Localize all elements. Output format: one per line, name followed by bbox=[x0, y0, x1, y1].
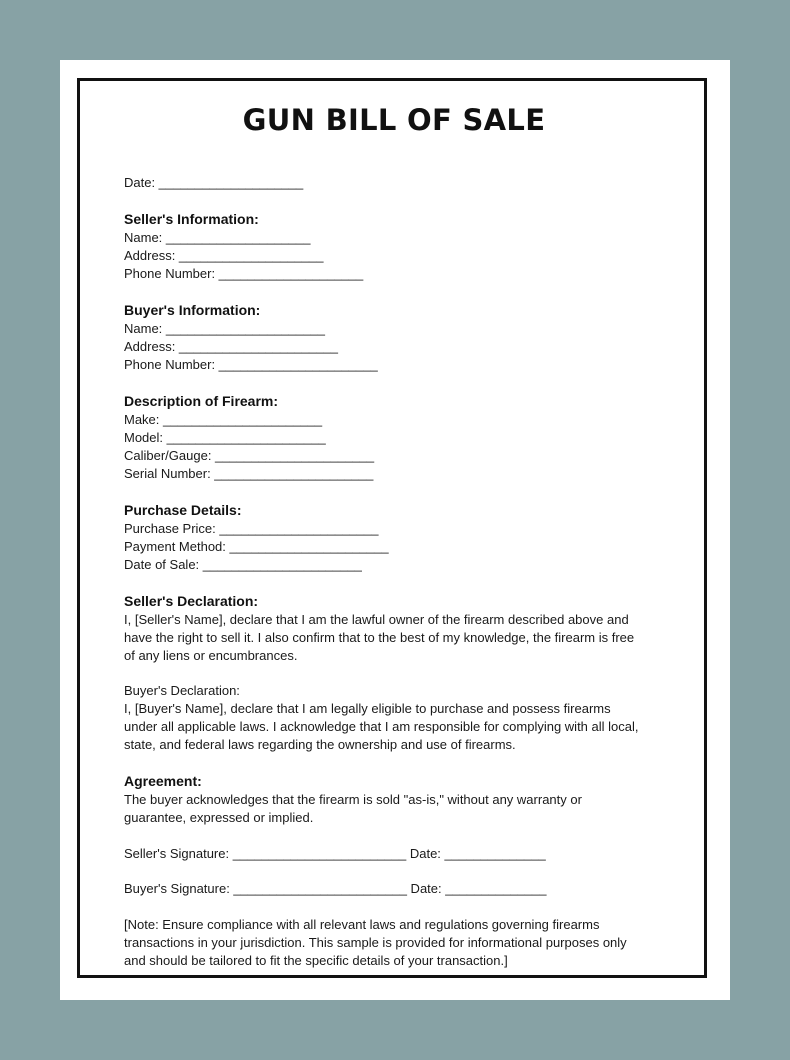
seller-info-heading: Seller's Information: bbox=[124, 211, 259, 227]
agreement-line: The buyer acknowledges that the firearm is sold "as-is," without any warranty or bbox=[124, 792, 582, 807]
agreement-line: guarantee, expressed or implied. bbox=[124, 810, 314, 825]
firearm-make-field: Make: ______________________ bbox=[124, 412, 323, 427]
firearm-serial-field: Serial Number: ______________________ bbox=[124, 466, 374, 481]
seller-signature-field: Seller's Signature: ________________________ Date: ______________ bbox=[124, 846, 546, 861]
date-field: Date: ____________________ bbox=[124, 175, 304, 190]
seller-name-field: Name: ____________________ bbox=[124, 230, 311, 245]
note-line: transactions in your jurisdiction. This sample is provided for informational purposes only bbox=[124, 935, 627, 950]
seller-declaration-line: have the right to sell it. I also confirm that to the best of my knowledge, the firearm is free bbox=[124, 630, 635, 645]
seller-declaration-line: of any liens or encumbrances. bbox=[124, 648, 298, 663]
document-title: GUN BILL OF SALE bbox=[242, 103, 546, 137]
buyer-declaration-line: under all applicable laws. I acknowledge that I am responsible for complying with all local, bbox=[124, 719, 639, 734]
date-of-sale-field: Date of Sale: ______________________ bbox=[124, 557, 362, 572]
firearm-heading: Description of Firearm: bbox=[124, 393, 279, 409]
seller-declaration-line: I, [Seller's Name], declare that I am the lawful owner of the firearm described above and bbox=[124, 612, 629, 627]
note-line: and should be tailored to fit the specific details of your transaction.] bbox=[124, 953, 508, 968]
buyer-declaration-line: state, and federal laws regarding the ownership and use of firearms. bbox=[124, 737, 516, 752]
purchase-heading: Purchase Details: bbox=[124, 502, 242, 518]
firearm-model-field: Model: ______________________ bbox=[124, 430, 326, 445]
buyer-declaration-heading: Buyer's Declaration: bbox=[124, 683, 240, 698]
note-line: [Note: Ensure compliance with all relevant laws and regulations governing firearms bbox=[124, 917, 600, 932]
agreement-heading: Agreement: bbox=[124, 773, 202, 789]
buyer-signature-field: Buyer's Signature: ________________________ Date: ______________ bbox=[124, 881, 547, 896]
seller-phone-field: Phone Number: ____________________ bbox=[124, 266, 364, 281]
buyer-address-field: Address: ______________________ bbox=[124, 339, 338, 354]
purchase-price-field: Purchase Price: ______________________ bbox=[124, 521, 379, 536]
buyer-info-heading: Buyer's Information: bbox=[124, 302, 261, 318]
seller-declaration-heading: Seller's Declaration: bbox=[124, 593, 259, 609]
buyer-phone-field: Phone Number: ______________________ bbox=[124, 357, 378, 372]
buyer-name-field: Name: ______________________ bbox=[124, 321, 325, 336]
buyer-declaration-line: I, [Buyer's Name], declare that I am legally eligible to purchase and possess firearms bbox=[124, 701, 611, 716]
firearm-caliber-field: Caliber/Gauge: ______________________ bbox=[124, 448, 375, 463]
payment-method-field: Payment Method: ______________________ bbox=[124, 539, 389, 554]
seller-address-field: Address: ____________________ bbox=[124, 248, 324, 263]
